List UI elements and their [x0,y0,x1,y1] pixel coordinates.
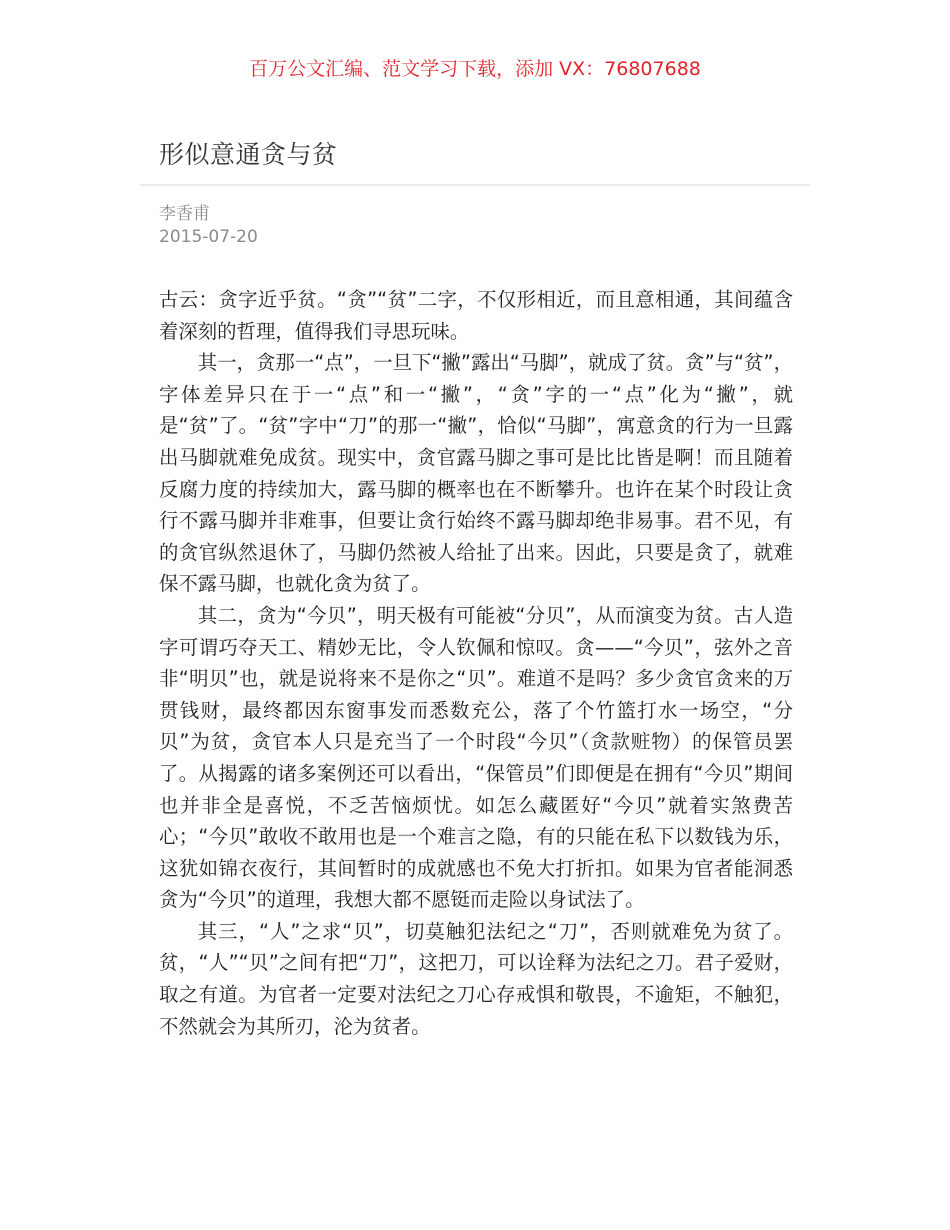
paragraph-intro: 古云：贪字近乎贫。“贪”“贫”二字，不仅形相近，而且意相通，其间蕴含着深刻的哲理，值得我们寻思玩味。 [159,288,793,343]
promo-banner: 百万公文汇编、范文学习下载，添加 VX：76807688 [249,58,701,80]
article-author: 李香甫 [159,204,210,224]
paragraph-point-one: 其一，贪那一“点”，一旦下“撇”露出“马脚”，就成了贫。贪”与“贫”，字体差异只在于一“点”和一“撇”，“贪”字的一“点”化为“撇”，就是“贫”了。“贫”字中“刀”的那一“撇”，恰似“马脚”，寓意贪的行为一旦露出马脚就难免成贫。现实中，贪官露马脚之事可是比比皆是啊！而且随着反腐力度的持续加大，露马脚的概率也在不断攀升。也许在某个时段让贪行不露马脚并非难事，但要让贪行始终不露马脚却绝非易事。君不见，有的贪官纵然退休了，马脚仍然被人给扯了出来。因此，只要是贪了，就难保不露马脚，也就化贪为贫了。 [159,351,793,596]
paragraph-point-three: 其三，“人”之求“贝”，切莫触犯法纪之“刀”，否则就难免为贫了。贫，“人”“贝”之间有把“刀”，这把刀，可以诠释为法纪之刀。君子爱财，取之有道。为官者一定要对法纪之刀心存戒惧和敬畏，不逾矩，不触犯，不然就会为其所刃，沦为贫者。 [159,919,793,1038]
paragraph-point-two: 其二，贪为“今贝”，明天极有可能被“分贝”，从而演变为贫。古人造字可谓巧夺天工、精妙无比，令人钦佩和惊叹。贪——“今贝”，弦外之音非“明贝”也，就是说将来不是你之“贝”。难道不是吗？多少贪官贪来的万贯钱财，最终都因东窗事发而悉数充公，落了个竹篮打水一场空，“分贝”为贫，贪官本人只是充当了一个时段“今贝”（贪款赃物）的保管员罢了。从揭露的诸多案例还可以看出，“保管员”们即便是在拥有“今贝”期间也并非全是喜悦，不乏苦恼烦忧。如怎么藏匿好“今贝”就着实煞费苦心；“今贝”敢收不敢用也是一个难言之隐，有的只能在私下以数钱为乐，这犹如锦衣夜行，其间暂时的成就感也不免大打折扣。如果为官者能洞悉贪为“今贝”的道理，我想大都不愿铤而走险以身试法了。 [159,603,793,912]
title-divider [140,184,810,186]
article-title: 形似意通贪与贫 [159,140,338,169]
article-body [159,284,793,1042]
article-date: 2015-07-20 [159,227,258,247]
